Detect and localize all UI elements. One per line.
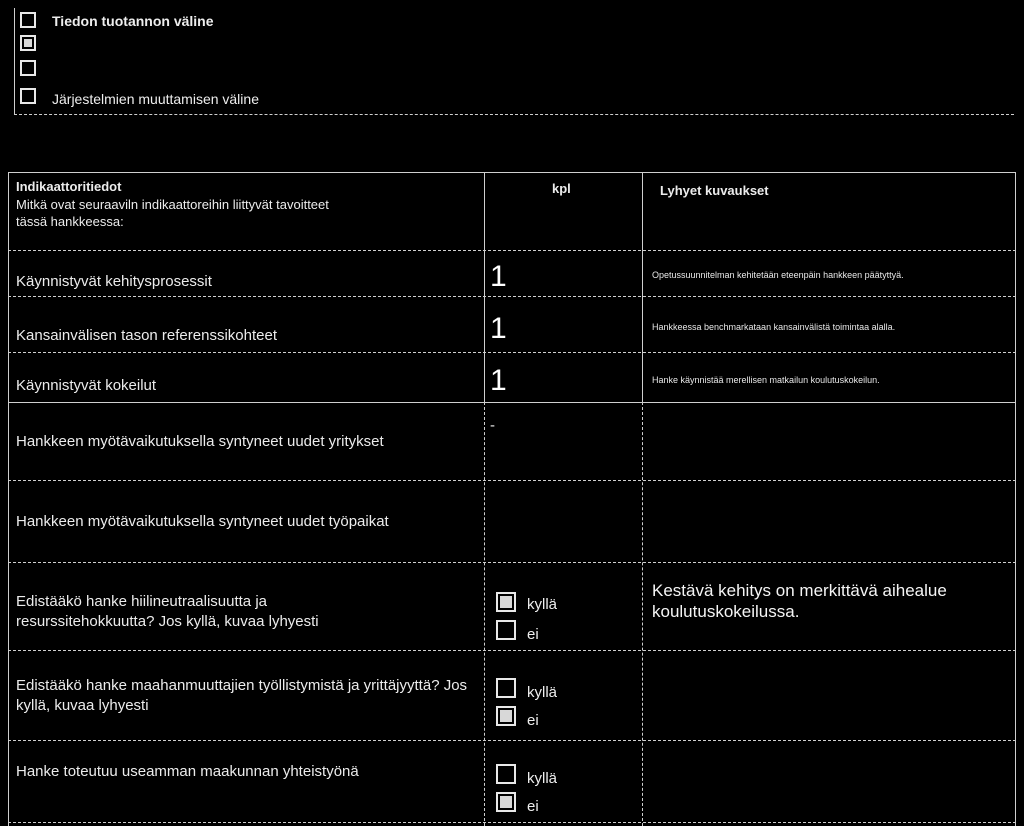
indicator-desc-referenssikohteet: Hankkeessa benchmarkataan kansainvälistä toimintaa alalla. — [652, 322, 896, 332]
table-left-border — [8, 172, 9, 826]
checkbox-label-tiedon-tuotanto: Tiedon tuotannon väline — [52, 13, 214, 29]
row-divider — [8, 480, 1016, 481]
table-header-question: Mitkä ovat seuraaviln indikaattoreihin liittyvät tavoitteet tässä hankkeessa: — [16, 197, 329, 229]
row-divider — [8, 296, 1016, 297]
table-header-desc: Lyhyet kuvaukset — [660, 183, 769, 198]
indicator-desc-kokeilut: Hanke käynnistää merellisen matkailun koulutuskokeilun. — [652, 375, 880, 385]
question-hiilineutraalisuus: Edistääkö hanke hiilineutraalisuutta ja resurssitehokkuutta? Jos kyllä, kuvaa lyhyesti — [16, 593, 319, 630]
row-divider — [8, 352, 1016, 353]
row-divider — [8, 250, 1016, 251]
row-divider — [8, 740, 1016, 741]
label-yhteistyo-ei: ei — [527, 798, 539, 815]
table-header-title: Indikaattoritiedot — [16, 179, 122, 194]
checkbox-label-jarjestelmien-muuttaminen: Järjestelmien muuttamisen väline — [52, 91, 259, 107]
row-divider — [8, 822, 1016, 823]
checkbox-maahanmuuttajat-ei[interactable] — [496, 706, 516, 726]
indicator-kpl-kokeilut: 1 — [490, 364, 507, 397]
label-maahanmuuttajat-kylla: kyllä — [527, 684, 558, 701]
checkbox-hiilineutraalisuus-ei[interactable] — [496, 620, 516, 640]
indicator-label-uudet-yritykset: Hankkeen myötävaikutuksella syntyneet uudet yritykset — [16, 433, 384, 450]
indicator-kpl-kehitysprosessit: 1 — [490, 260, 507, 293]
question-maakuntien-yhteistyo: Hanke toteutuu useamman maakunnan yhteistyönä — [16, 763, 359, 780]
checkbox-yhteistyo-kylla[interactable] — [496, 764, 516, 784]
label-yhteistyo-kylla: kyllä — [527, 770, 558, 787]
table-col-divider-2 — [642, 172, 643, 402]
checkbox-hiilineutraalisuus-kylla[interactable] — [496, 592, 516, 612]
table-col-divider-1-lower — [484, 402, 485, 826]
row-divider — [8, 402, 1016, 403]
checkbox-yhteistyo-ei[interactable] — [496, 792, 516, 812]
label-maahanmuuttajat-ei: ei — [527, 712, 539, 729]
indicator-kpl-uudet-yritykset: - — [490, 417, 495, 434]
indicator-label-kokeilut: Käynnistyvät kokeilut — [16, 377, 157, 394]
question-maahanmuuttajat: Edistääkö hanke maahanmuuttajien työllistymistä ja yrittäjyyttä? Jos kyllä, kuvaa lyhyesti — [16, 677, 468, 714]
description-hiilineutraalisuus: Kestävä kehitys on merkittävä aihealue koulutuskokeilussa. — [652, 581, 947, 621]
indicator-label-uudet-tyopaikat: Hankkeen myötävaikutuksella syntyneet uudet työpaikat — [16, 513, 389, 530]
row-divider — [8, 650, 1016, 651]
table-header-kpl: kpl — [552, 181, 571, 196]
indicator-desc-kehitysprosessit: Opetussuunnitelman kehitetään eteenpäin hankkeen päätyttyä. — [652, 270, 904, 280]
checkbox-maahanmuuttajat-kylla[interactable] — [496, 678, 516, 698]
table-col-divider-2-lower — [642, 402, 643, 826]
indicator-kpl-referenssikohteet: 1 — [490, 312, 507, 345]
table-right-border — [1015, 172, 1016, 826]
indicator-label-kehitysprosessit: Käynnistyvät kehitysprosessit — [16, 273, 212, 290]
label-hiilineutraalisuus-kylla: kyllä — [527, 596, 558, 613]
row-divider — [8, 562, 1016, 563]
indicator-label-referenssikohteet: Kansainvälisen tason referenssikohteet — [16, 327, 277, 344]
label-hiilineutraalisuus-ei: ei — [527, 626, 539, 643]
table-top-border — [8, 172, 1016, 173]
table-col-divider-1 — [484, 172, 485, 402]
